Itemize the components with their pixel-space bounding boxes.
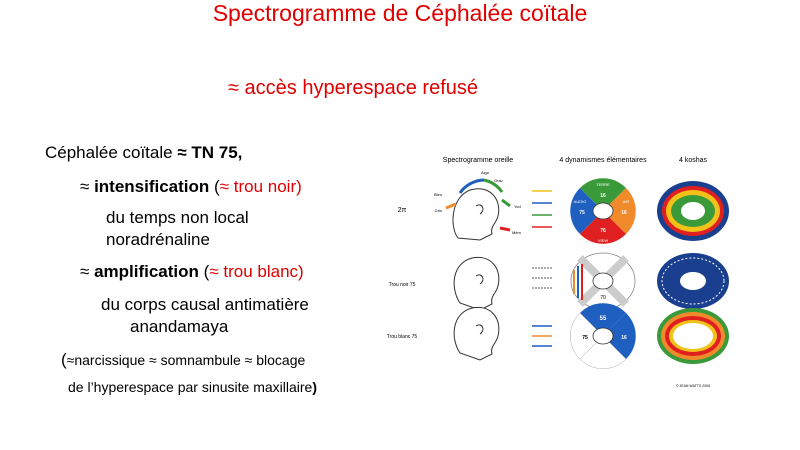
num-r1-right: 16: [621, 210, 627, 216]
row-label-trou-noir: Trou noir 75: [388, 282, 416, 288]
col-header-dynamismes: 4 dynamismes élémentaires: [559, 157, 647, 164]
color-bars-row3: [532, 326, 552, 346]
col-header-oreille: Spectrogramme oreille: [442, 157, 514, 164]
spectrogram-figure: [380, 148, 780, 398]
line-noradrenaline: noradrénaline: [106, 230, 210, 249]
label-audio: AUDIO: [573, 199, 587, 204]
num-r3-top: 55: [599, 316, 607, 322]
line-anandamaya: anandamaya: [130, 317, 229, 336]
label-terre: TERRE: [596, 182, 610, 187]
num-r3-right: 16: [621, 335, 627, 341]
quadrant-circle-row1: [570, 178, 636, 244]
label-mem: Mém: [512, 230, 521, 235]
open-paren: (: [198, 262, 210, 281]
col-header-koshas: 4 koshas: [678, 157, 708, 164]
num-r2: 70: [600, 295, 606, 301]
trou-noir-text: ≈ trou noir): [219, 177, 302, 196]
intensification-word: intensification: [94, 177, 210, 196]
line-temps-non-local: du temps non local: [106, 208, 249, 227]
num-r3-left: 75: [582, 335, 588, 341]
label-air: AIR: [622, 199, 630, 204]
credit-text: © JEAN WATTS 2006: [675, 384, 711, 388]
close-paren: ): [312, 379, 318, 395]
label-yod: Yod: [514, 204, 521, 209]
approx-symbol: ≈: [80, 177, 95, 196]
ear-spectrogram-colored: [434, 170, 522, 240]
label-view: VIEW: [597, 238, 609, 243]
label-bleu: Bleu: [433, 192, 442, 197]
color-bars-row1: [532, 191, 552, 227]
trou-blanc-text: ≈ trou blanc): [209, 262, 304, 281]
ear-outline-row3: [454, 307, 499, 360]
open-paren: (: [209, 177, 220, 196]
approx-symbol: ≈: [80, 262, 95, 281]
label-gris: Gris: [434, 208, 442, 213]
label-grav: Grav: [494, 178, 503, 183]
line-tn75-text: Céphalée coïtale: [45, 143, 178, 162]
line-sinusite: [68, 379, 317, 395]
quadrant-outline-row2: [571, 253, 635, 309]
dashed-bars-row2: [532, 268, 552, 288]
open-paren: (: [61, 350, 67, 369]
sinusite-text: de l’hyperespace par sinusite maxillaire: [68, 379, 313, 395]
koshas-ellipse-row1: [657, 181, 729, 241]
line-amplification: [80, 262, 304, 282]
num-r1-bottom: 76: [600, 228, 606, 234]
num-r1-left: 75: [579, 210, 585, 216]
amplification-word: amplification: [94, 262, 199, 281]
num-r1-top: 16: [600, 193, 606, 199]
row-label-2pi: 2π: [397, 207, 407, 214]
line-corps-causal: du corps causal antimatière: [101, 295, 309, 314]
line-narcissique: [61, 350, 305, 370]
slide-subtitle: ≈ accès hyperespace refusé: [228, 77, 478, 99]
slide-title: Spectrogramme de Céphalée coïtale: [212, 0, 588, 26]
koshas-ellipse-row2: [657, 253, 729, 309]
label-aigu: Aigu: [480, 170, 490, 175]
koshas-ellipse-row3: [657, 308, 729, 364]
line-intensification: [80, 177, 302, 197]
line-tn75: [45, 143, 242, 163]
line-tn75-bold: ≈ TN 75,: [177, 143, 243, 162]
row-label-trou-blanc: Trou blanc 75: [386, 334, 418, 340]
narcissique-text: ≈narcissique ≈ somnambule ≈ blocage: [66, 352, 306, 368]
ear-outline-row2: [454, 257, 499, 310]
quadrant-circle-row3: [570, 303, 636, 369]
